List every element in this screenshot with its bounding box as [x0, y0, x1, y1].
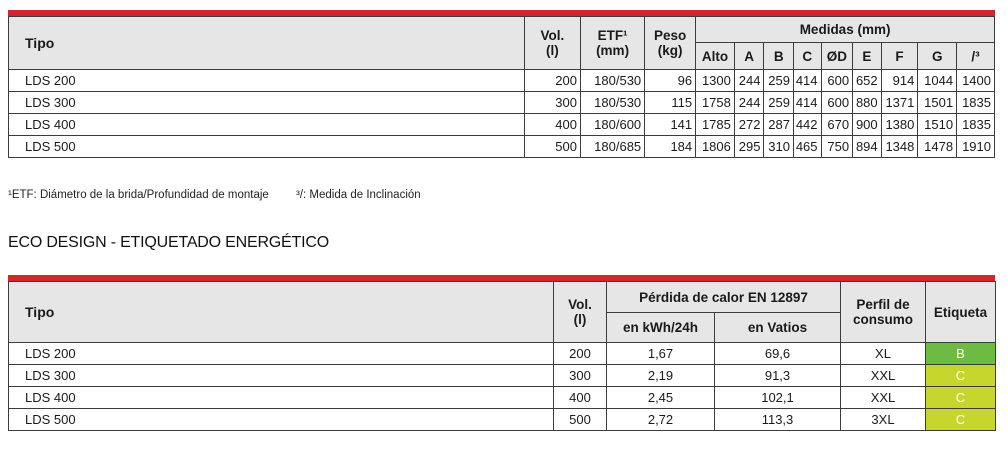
table-row [9, 70, 995, 92]
cell-vatios: 91,3 [715, 365, 841, 387]
header-alto: Alto [696, 43, 735, 70]
cell-a: 295 [734, 136, 764, 158]
table-row [9, 92, 995, 114]
cell-a: 244 [734, 92, 764, 114]
header-peso [645, 17, 696, 70]
cell-g: 1478 [918, 136, 957, 158]
cell-inclination: 1835 [957, 114, 995, 136]
cell-a: 272 [734, 114, 764, 136]
cell-tipo: LDS 200 [9, 70, 525, 92]
cell-f: 1371 [881, 92, 918, 114]
cell-tipo: LDS 400 [9, 114, 525, 136]
cell-e: 652 [853, 70, 882, 92]
cell-tipo: LDS 500 [9, 136, 525, 158]
cell-inclination: 1400 [957, 70, 995, 92]
cell-e: 900 [853, 114, 882, 136]
cell-kwh: 1,67 [607, 343, 715, 365]
cell-vol: 400 [524, 114, 580, 136]
header2-perfil-label2: consumo [852, 312, 913, 327]
footnote-inclination: ³/: Medida de Inclinación [296, 189, 421, 201]
cell-f: 1348 [881, 136, 918, 158]
cell-vatios: 102,1 [715, 387, 841, 409]
header-a: A [734, 43, 764, 70]
cell-b: 259 [764, 70, 794, 92]
cell-c: 465 [794, 136, 822, 158]
header-c: C [794, 43, 822, 70]
footnotes [8, 189, 445, 201]
cell-perfil: XXL [841, 365, 926, 387]
table-row [9, 409, 996, 431]
cell-vol: 300 [524, 92, 580, 114]
header2-kwh: en kWh/24h [607, 313, 715, 343]
header2-vol [554, 282, 607, 343]
cell-etf: 180/530 [580, 70, 644, 92]
cell-tipo: LDS 300 [9, 92, 525, 114]
cell-etf: 180/685 [580, 136, 644, 158]
cell-vol: 200 [524, 70, 580, 92]
cell-vol: 200 [554, 343, 607, 365]
cell-g: 1510 [918, 114, 957, 136]
cell-g: 1501 [918, 92, 957, 114]
cell-vol: 500 [554, 409, 607, 431]
energy-label-badge: C [926, 387, 996, 409]
cell-c: 414 [794, 92, 822, 114]
header-medidas: Medidas (mm) [696, 17, 995, 43]
header-etf-unit: (mm) [596, 43, 630, 58]
cell-e: 880 [853, 92, 882, 114]
header2-vatios: en Vatios [715, 313, 841, 343]
header-b: B [764, 43, 794, 70]
header2-perfil-label: Perfil de [856, 297, 910, 312]
cell-a: 244 [734, 70, 764, 92]
cell-tipo: LDS 200 [9, 343, 554, 365]
cell-od: 600 [821, 70, 853, 92]
cell-perfil: XL [841, 343, 926, 365]
cell-vatios: 113,3 [715, 409, 841, 431]
header-vol-unit: (l) [546, 43, 559, 58]
cell-inclination: 1910 [957, 136, 995, 158]
cell-od: 750 [821, 136, 853, 158]
cell-e: 894 [853, 136, 882, 158]
cell-f: 1380 [881, 114, 918, 136]
cell-etf: 180/530 [580, 92, 644, 114]
cell-f: 914 [881, 70, 918, 92]
header2-vol-label: Vol. [568, 297, 592, 312]
header-f: F [881, 43, 918, 70]
table-row [9, 136, 995, 158]
header2-etiqueta: Etiqueta [926, 282, 996, 343]
cell-g: 1044 [918, 70, 957, 92]
header-etf-label: ETF¹ [597, 28, 628, 43]
header-vol [524, 17, 580, 70]
header2-tipo: Tipo [9, 282, 554, 343]
cell-kwh: 2,19 [607, 365, 715, 387]
table-row [9, 343, 996, 365]
header2-perdida: Pérdida de calor EN 12897 [607, 282, 841, 313]
dimensions-table [8, 16, 995, 158]
cell-vatios: 69,6 [715, 343, 841, 365]
energy-label-badge: C [926, 409, 996, 431]
table-row [9, 114, 995, 136]
cell-tipo: LDS 400 [9, 387, 554, 409]
cell-alto: 1300 [696, 70, 735, 92]
cell-inclination: 1835 [957, 92, 995, 114]
cell-peso: 141 [645, 114, 696, 136]
cell-od: 670 [821, 114, 853, 136]
footnote-etf: ¹ETF: Diámetro de la brida/Profundidad de montaje [8, 189, 269, 201]
cell-vol: 400 [554, 387, 607, 409]
header-vol-label: Vol. [540, 28, 565, 43]
cell-c: 414 [794, 70, 822, 92]
cell-etf: 180/600 [580, 114, 644, 136]
header-g: G [918, 43, 957, 70]
header-od: ØD [821, 43, 853, 70]
cell-tipo: LDS 300 [9, 365, 554, 387]
cell-alto: 1806 [696, 136, 735, 158]
cell-perfil: XXL [841, 387, 926, 409]
header-e: E [853, 43, 882, 70]
cell-peso: 96 [645, 70, 696, 92]
cell-kwh: 2,45 [607, 387, 715, 409]
table-row [9, 387, 996, 409]
header-inclination: /³ [957, 43, 995, 70]
header-etf [580, 17, 644, 70]
energy-label-badge: B [926, 343, 996, 365]
cell-alto: 1758 [696, 92, 735, 114]
cell-tipo: LDS 500 [9, 409, 554, 431]
cell-perfil: 3XL [841, 409, 926, 431]
cell-alto: 1785 [696, 114, 735, 136]
header2-vol-unit: (l) [573, 312, 587, 327]
cell-b: 310 [764, 136, 794, 158]
energy-label-badge: C [926, 365, 996, 387]
header-peso-label: Peso [654, 28, 687, 43]
energy-label-table [8, 281, 996, 431]
cell-b: 287 [764, 114, 794, 136]
cell-peso: 115 [645, 92, 696, 114]
cell-od: 600 [821, 92, 853, 114]
header-tipo: Tipo [9, 17, 525, 70]
cell-c: 442 [794, 114, 822, 136]
header2-perfil [841, 282, 926, 343]
cell-vol: 500 [524, 136, 580, 158]
table-row [9, 365, 996, 387]
cell-vol: 300 [554, 365, 607, 387]
cell-b: 259 [764, 92, 794, 114]
cell-peso: 184 [645, 136, 696, 158]
header-peso-unit: (kg) [657, 43, 683, 58]
section-title: ECO DESIGN - ETIQUETADO ENERGÉTICO [8, 234, 329, 251]
cell-kwh: 2,72 [607, 409, 715, 431]
